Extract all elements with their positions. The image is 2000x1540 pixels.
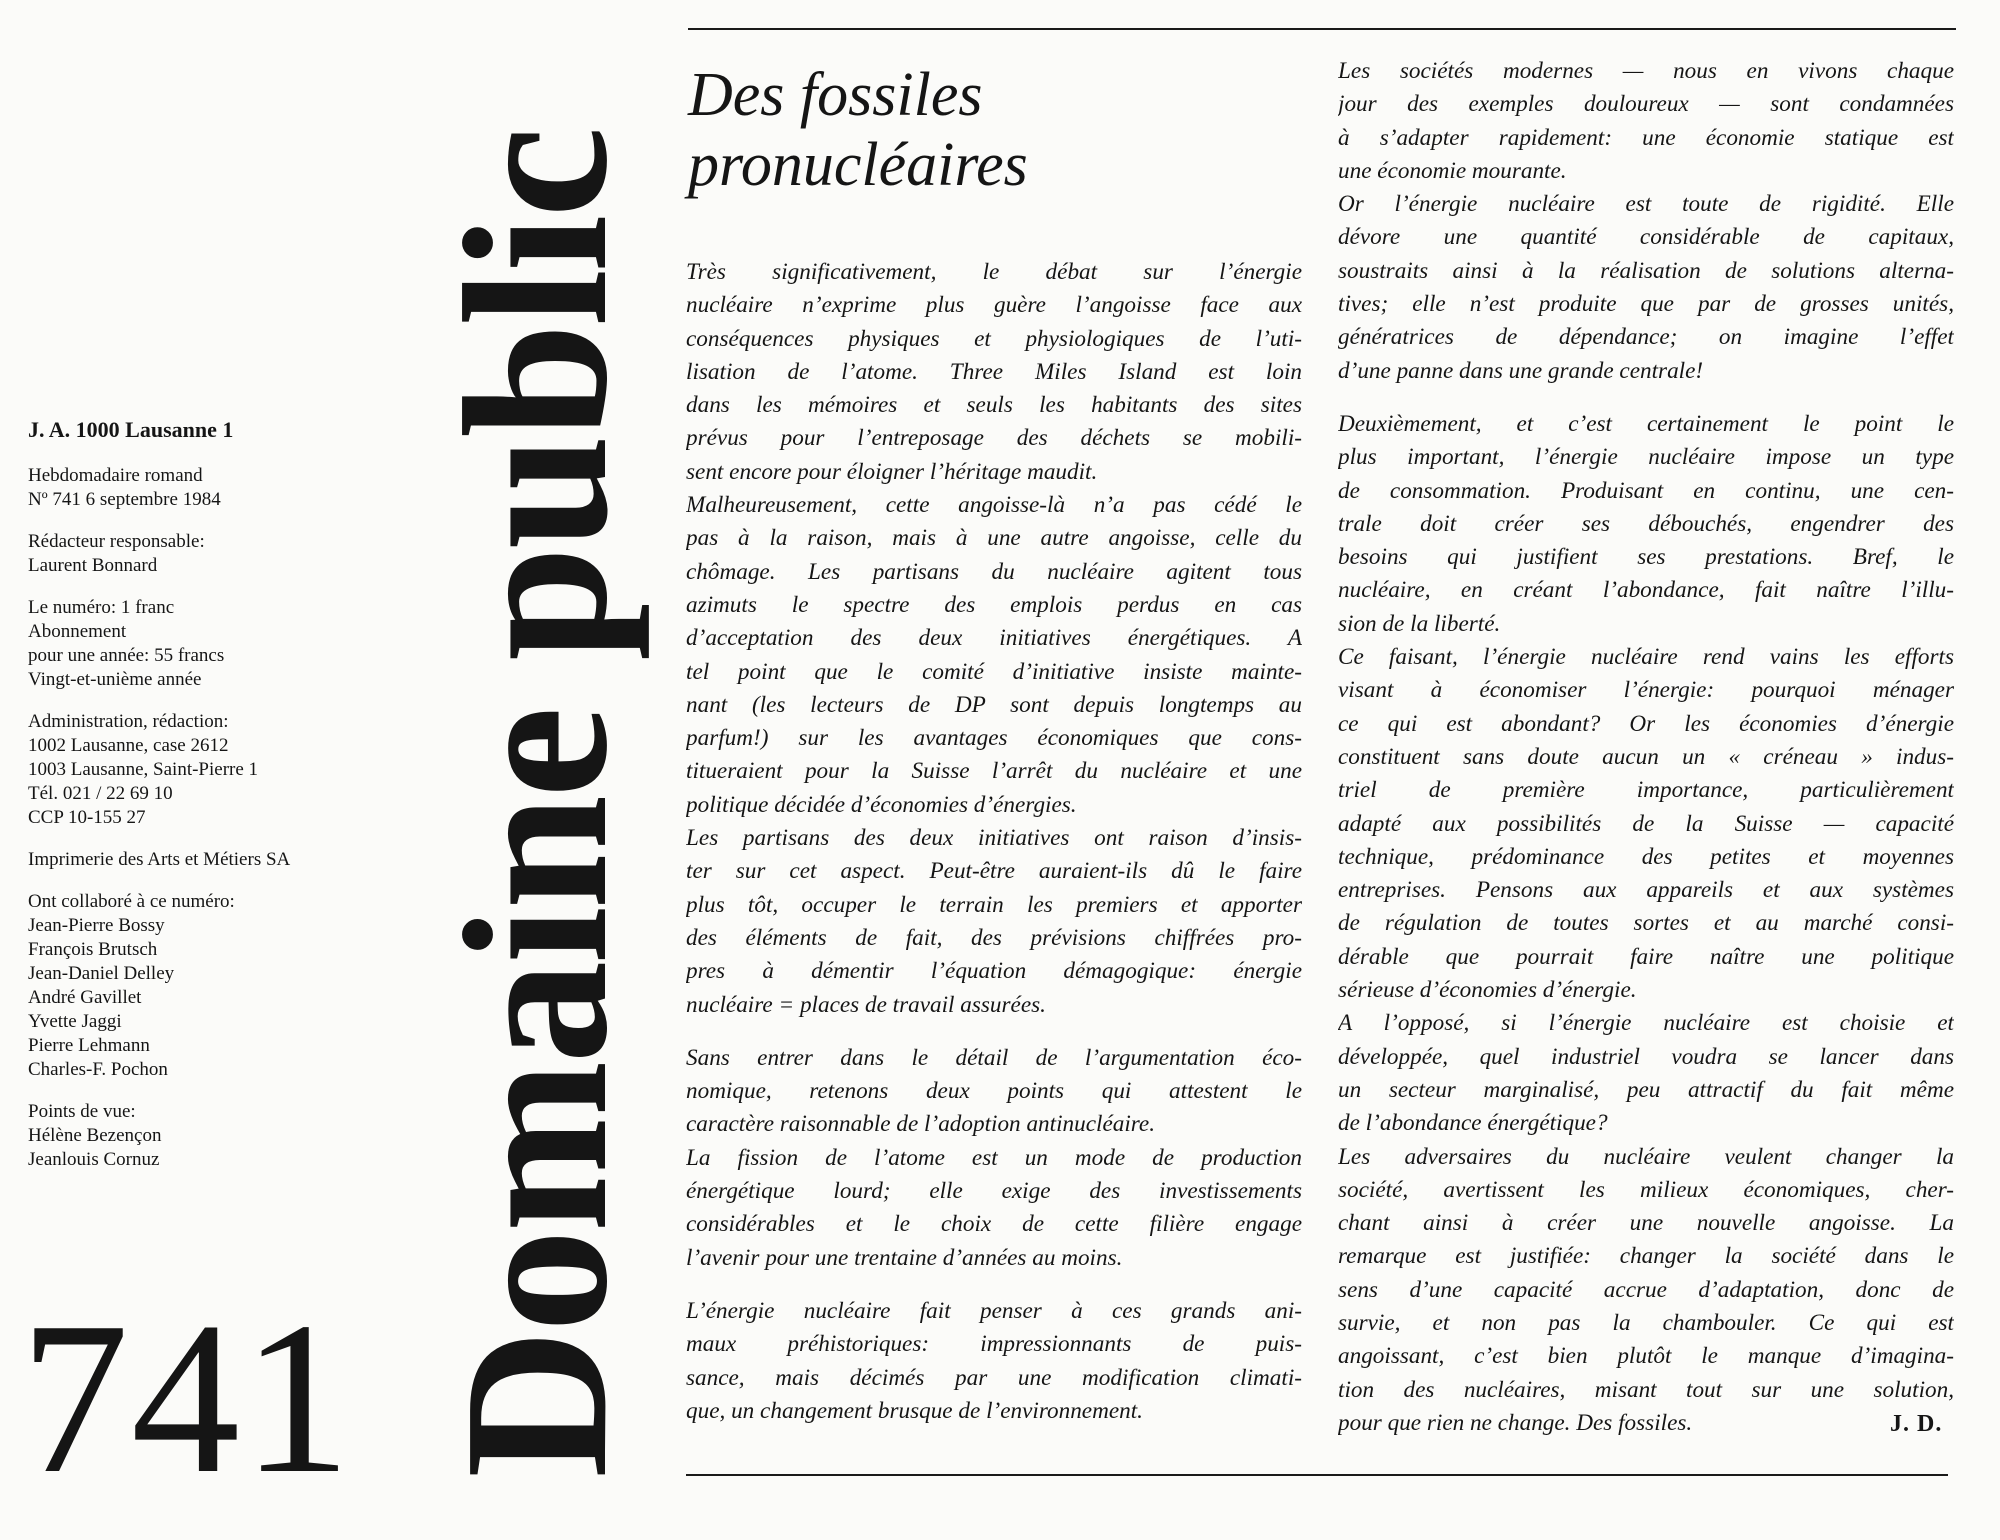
text-line: adapté aux possibilités de la Suisse — capacité [1338,810,1954,837]
text-line: pour que rien ne change. Des fossiles. [1338,1409,1693,1436]
text-line: conséquences physiques et physiologiques de l’uti- [686,325,1302,352]
text-line: politique décidée d’économies d’énergies. [686,791,1077,818]
headline-line: Des fossiles [688,61,983,129]
paragraph-gap [686,1022,1302,1042]
text-line: Très significativement, le débat sur l’énergie [686,259,1302,285]
text-line: tel point que le comité d’initiative insiste mainte- [686,658,1302,685]
text-line: soustraits ainsi à la réalisation de solutions alterna- [1338,257,1954,284]
text-line: La fission de l’atome est un mode de production [686,1144,1302,1171]
info-line: François Brutsch [28,939,158,960]
text-line: que, un changement brusque de l’environnement. [686,1397,1143,1424]
info-block [28,1100,378,1172]
text-line: Deuxièmement, et c’est certainement le point le [1338,410,1954,437]
text-line: Or l’énergie nucléaire est toute de rigidité. Elle [1338,191,1954,218]
info-line: Rédacteur responsable: [28,531,205,552]
text-line: de régulation de toutes sortes et au marché consi- [1338,910,1954,937]
text-line: chômage. Les partisans du nucléaire agitent tous [686,558,1302,585]
text-line: Les partisans des deux initiatives ont raison d’insis- [686,825,1302,852]
info-line: Hélène Bezençon [28,1125,162,1146]
info-line: Jean-Daniel Delley [28,963,175,984]
text-line: un secteur marginalisé, peu attractif du fait même [1338,1076,1954,1103]
info-line: Pierre Lehmann [28,1035,150,1056]
info-block [28,710,378,830]
text-line: sent encore pour éloigner l’héritage maudit. [686,458,1098,485]
info-block [28,596,378,692]
text-line: lisation de l’atome. Three Miles Island est loin [686,358,1302,385]
text-line: jour des exemples douloureux — sont condamnées [1338,91,1954,118]
info-line: Le numéro: 1 franc [28,597,175,618]
text-line: l’avenir pour une trentaine d’années au moins. [686,1244,1123,1271]
info-block [28,848,378,872]
info-line: 1002 Lausanne, case 2612 [28,735,229,756]
info-line: Jean-Pierre Bossy [28,915,165,936]
text-line: plus important, l’énergie nucléaire impose un type [1338,444,1954,471]
text-line: L’énergie nucléaire fait penser à ces grands ani- [686,1297,1302,1324]
text-line: nucléaire, en créant l’abondance, fait naître l’illu- [1338,577,1954,604]
text-line: sance, mais décimés par une modification climati- [686,1364,1302,1391]
text-line: dans les mémoires et seuls les habitants des sites [686,392,1302,419]
text-line: à s’adapter rapidement: une économie statique est [1338,124,1954,151]
text-line: triel de première importance, particulièrement [1338,777,1954,804]
info-line: pour une année: 55 francs [28,645,225,666]
text-line: A l’opposé, si l’énergie nucléaire est choisie et [1338,1010,1954,1037]
text-line: caractère raisonnable de l’adoption antinucléaire. [686,1111,1156,1138]
text-line: nucléaire n’exprime plus guère l’angoisse face aux [686,292,1302,319]
info-block [28,530,378,578]
text-line: entreprises. Pensons aux appareils et aux systèmes [1338,877,1954,904]
text-line: ce qui est abondant? Or les économies d’énergie [1338,710,1954,737]
text-line: maux préhistoriques: impressionnants de puis- [686,1331,1302,1358]
text-line: d’une panne dans une grande centrale! [1338,357,1704,384]
issue-number: 741 [20,1278,353,1519]
text-line: des éléments de fait, des prévisions chiffrées pro- [686,924,1302,951]
text-line: Malheureusement, cette angoisse-là n’a pas cédé le [686,492,1302,519]
author-signature: J. D. [1890,1411,1943,1437]
text-line: génératrices de dépendance; on imagine l’effet [1338,324,1954,351]
postal-line: J. A. 1000 Lausanne 1 [28,417,234,442]
text-line: sion de la liberté. [1338,610,1501,637]
info-block [28,890,378,1082]
text-line: plus tôt, occuper le terrain les premiers et apporter [686,891,1302,918]
info-line: Hebdomadaire romand [28,465,203,486]
info-line: 1003 Lausanne, Saint-Pierre 1 [28,759,259,780]
info-line: Imprimerie des Arts et Métiers SA [28,849,291,870]
text-line: parfum!) sur les avantages économiques que cons- [686,725,1302,752]
text-line: d’acceptation des deux initiatives énergétiques. A [686,625,1302,652]
text-line: Les sociétés modernes — nous en vivons chaque [1338,58,1954,84]
text-line: survie, et non pas la chambouler. Ce qui est [1338,1309,1954,1336]
text-line: Les adversaires du nucléaire veulent changer la [1338,1143,1954,1170]
text-line: de l’abondance énergétique? [1338,1110,1608,1137]
text-line: pres à démentir l’équation démagogique: énergie [686,958,1302,985]
info-line: Ont collaboré à ce numéro: [28,891,235,912]
text-line: ter sur cet aspect. Peut-être auraient-ils dû le faire [686,858,1302,885]
text-line: nomique, retenons deux points qui attestent le [686,1078,1302,1105]
paragraph-gap [686,1275,1302,1295]
info-line: CCP 10-155 27 [28,807,146,828]
info-line: Tél. 021 / 22 69 10 [28,783,173,804]
info-line: Jeanlouis Cornuz [28,1149,160,1170]
info-line: Points de vue: [28,1101,136,1122]
text-line: trale doit créer ses débouchés, engendrer des [1338,510,1954,537]
text-line: une économie mourante. [1338,157,1567,184]
text-line: tives; elle n’est produite que par de grosses unités, [1338,291,1954,318]
text-line: de consommation. Produisant en continu, une cen- [1338,477,1954,504]
text-line: dévore une quantité considérable de capitaux, [1338,224,1954,251]
text-line: chant ainsi à créer une nouvelle angoisse. La [1338,1210,1954,1237]
text-line: dérable que pourrait faire naître une politique [1338,943,1954,970]
text-line: technique, prédominance des petites et moyennes [1338,843,1954,870]
paragraph-gap [1338,388,1954,408]
info-line: Charles-F. Pochon [28,1059,168,1080]
text-line: sens d’une capacité accrue d’adaptation, donc de [1338,1276,1954,1303]
masthead-sidebar [28,418,378,1190]
info-line: Administration, rédaction: [28,711,229,732]
info-line: Yvette Jaggi [28,1011,122,1032]
text-line: nucléaire = places de travail assurées. [686,991,1046,1018]
headline-line: pronucléaires [688,131,1028,199]
text-line: prévus pour l’entreposage des déchets se mobili- [686,425,1302,452]
text-line: développée, quel industriel voudra se lancer dans [1338,1043,1954,1070]
text-line: Ce faisant, l’énergie nucléaire rend vains les efforts [1338,644,1954,671]
text-line: nant (les lecteurs de DP sont depuis longtemps au [686,691,1302,718]
article-column-2 [1338,55,1954,1440]
article-column-1 [686,256,1302,1428]
text-line: angoissant, c’est bien plutôt le manque d’imagina- [1338,1343,1954,1370]
info-line: André Gavillet [28,987,142,1008]
text-line: constituent sans doute aucun un « créneau » indus- [1338,743,1954,770]
masthead-title: Domaine public [421,129,650,1478]
text-line: titueraient pour la Suisse l’arrêt du nucléaire et une [686,758,1302,785]
info-line: Laurent Bonnard [28,555,158,576]
text-line: visant à économiser l’énergie: pourquoi ménager [1338,677,1954,704]
top-rule [688,28,1956,30]
text-line: Sans entrer dans le détail de l’argumentation éco- [686,1044,1302,1071]
text-line: société, avertissent les milieux économiques, cher- [1338,1176,1954,1203]
text-line: pas à la raison, mais à une autre angoisse, celle du [686,525,1302,552]
text-line: sérieuse d’économies d’énergie. [1338,977,1637,1004]
bottom-rule [686,1474,1948,1476]
article-headline [688,60,1308,200]
text-line: considérables et le choix de cette filière engage [686,1211,1302,1238]
info-line: Nº 741 6 septembre 1984 [28,489,221,510]
text-line: énergétique lourd; elle exige des investissements [686,1178,1302,1205]
text-line: tion des nucléaires, misant tout sur une solution, [1338,1376,1954,1403]
publication-info [28,464,378,1172]
text-line: azimuts le spectre des emplois perdus en cas [686,591,1302,618]
text-line: remarque est justifiée: changer la société dans le [1338,1243,1954,1270]
text-line: besoins qui justifient ses prestations. Bref, le [1338,544,1954,571]
info-block [28,464,378,512]
info-line: Abonnement [28,621,127,642]
info-line: Vingt-et-unième année [28,669,202,690]
